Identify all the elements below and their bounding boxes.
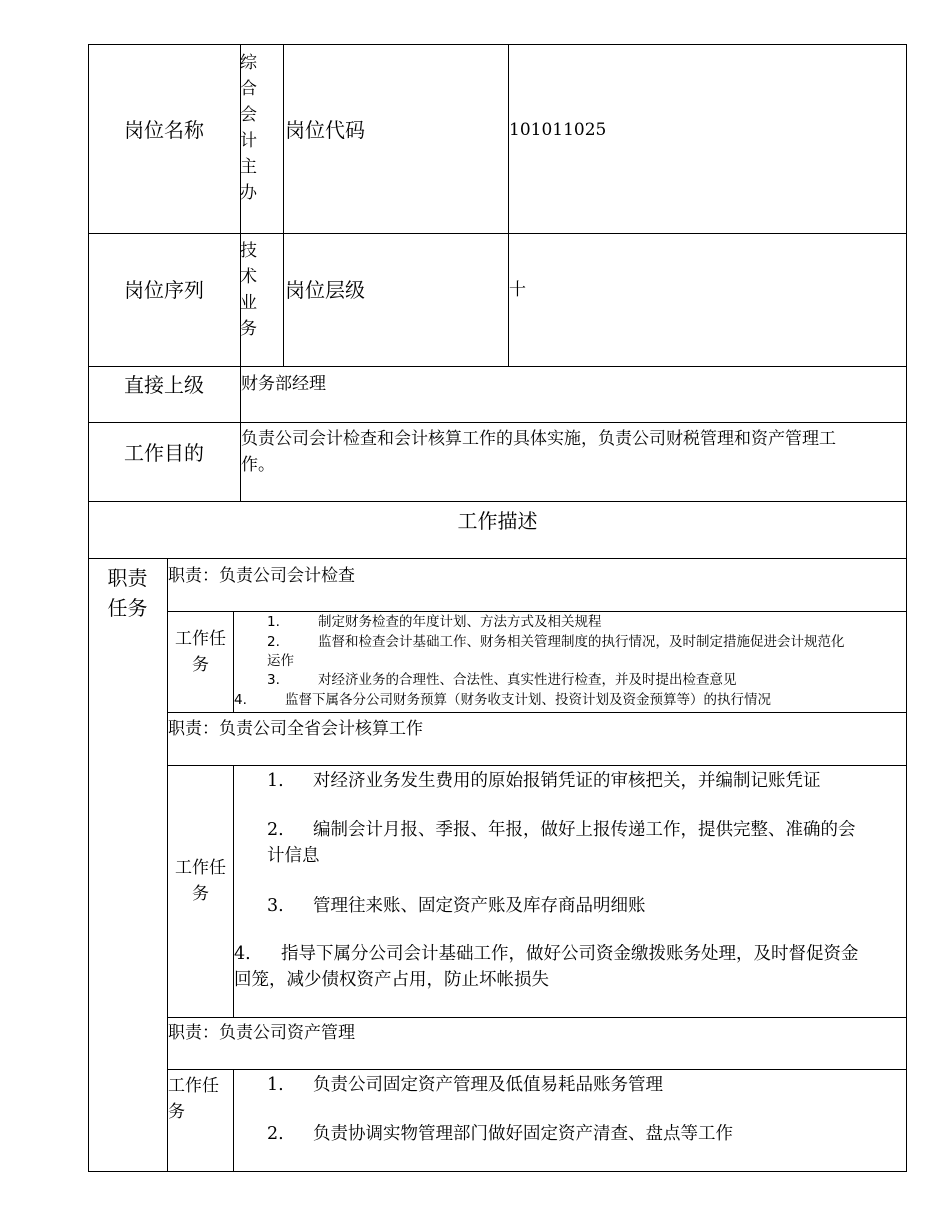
row-divider [167, 765, 907, 766]
row-divider [167, 611, 907, 612]
row-divider [88, 366, 907, 367]
purpose-value-line1: 负责公司会计检查和会计核算工作的具体实施，负责公司财税管理和资产管理工 [241, 429, 836, 449]
duty-task-label-line2: 任务 [107, 596, 148, 620]
row-divider [167, 1017, 907, 1018]
task-item [234, 941, 859, 967]
duty-title: 职责：负责公司全省会计核算工作 [168, 719, 423, 739]
task-label-line1: 工作任 [175, 858, 226, 878]
table-border-bottom [88, 1171, 907, 1172]
task-text: 监督下属各分公司财务预算（财务收支计划、投资计划及资金预算等）的执行情况 [285, 692, 771, 708]
task-number: 3. [267, 896, 284, 916]
position-name-label: 岗位名称 [124, 118, 204, 142]
row-divider [167, 712, 907, 713]
task-number: 4. [234, 692, 247, 708]
position-series-value: 技术业务 [240, 241, 257, 339]
task-text-continuation: 运作 [267, 653, 294, 669]
task-item [267, 768, 821, 794]
task-text: 对经济业务发生费用的原始报销凭证的审核把关，并编制记账凭证 [313, 771, 821, 791]
task-item [267, 1121, 733, 1147]
task-text-continuation: 计信息 [267, 846, 320, 866]
position-level-value: 十 [509, 280, 526, 300]
col-divider [508, 44, 509, 367]
position-series-label: 岗位序列 [124, 278, 204, 302]
task-number: 2. [267, 1124, 284, 1144]
row-divider [88, 501, 907, 502]
supervisor-label: 直接上级 [124, 373, 204, 397]
table-border-right [906, 44, 907, 1172]
task-text-continuation: 回笼，减少债权资产占用，防止坏帐损失 [234, 970, 549, 990]
task-number: 3. [267, 672, 280, 688]
task-number: 1. [267, 614, 280, 630]
task-text: 对经济业务的合理性、合法性、真实性进行检查，并及时提出检查意见 [318, 672, 737, 688]
row-divider [167, 1069, 907, 1070]
position-code-value: 101011025 [509, 120, 607, 140]
col-divider [283, 44, 284, 367]
position-level-label: 岗位层级 [285, 278, 365, 302]
task-item [234, 691, 771, 710]
task-text: 负责公司固定资产管理及低值易耗品账务管理 [313, 1075, 663, 1095]
task-text: 监督和检查会计基础工作、财务相关管理制度的执行情况，及时制定措施促进会计规范化 [318, 634, 845, 650]
duty-title: 职责：负责公司会计检查 [168, 566, 355, 586]
task-label-line1: 工作任 [175, 629, 226, 649]
task-item [267, 671, 737, 690]
task-text: 负责协调实物管理部门做好固定资产清查、盘点等工作 [313, 1124, 733, 1144]
task-number: 4. [234, 944, 251, 964]
task-text: 指导下属分公司会计基础工作，做好公司资金缴拨账务处理，及时督促资金 [281, 944, 859, 964]
task-item [267, 817, 856, 843]
row-divider [88, 233, 907, 234]
task-number: 1. [267, 771, 284, 791]
row-divider [88, 422, 907, 423]
task-label-line1: 工作任 [168, 1076, 219, 1096]
col-divider [233, 1069, 234, 1172]
position-name-value: 综合会计主办 [240, 53, 257, 203]
task-item [267, 633, 845, 652]
task-number: 2. [267, 634, 280, 650]
purpose-label: 工作目的 [124, 441, 204, 465]
task-text: 编制会计月报、季报、年报，做好上报传递工作，提供完整、准确的会 [313, 820, 856, 840]
task-item [267, 613, 602, 632]
task-item [267, 893, 646, 919]
task-text: 制定财务检查的年度计划、方法方式及相关规程 [318, 614, 602, 630]
duty-task-label-line1: 职责 [107, 566, 148, 590]
task-number: 1. [267, 1075, 284, 1095]
row-divider [88, 558, 907, 559]
task-item [267, 1072, 663, 1098]
task-label-line2: 务 [192, 655, 209, 675]
table-border-top [88, 44, 907, 45]
task-text: 管理往来账、固定资产账及库存商品明细账 [313, 896, 646, 916]
work-description-title: 工作描述 [457, 509, 538, 533]
purpose-value-line2: 作。 [241, 455, 275, 475]
supervisor-value: 财务部经理 [241, 374, 326, 394]
task-number: 2. [267, 820, 284, 840]
task-label-line2: 务 [168, 1102, 185, 1122]
position-code-label: 岗位代码 [285, 118, 365, 142]
duty-title: 职责：负责公司资产管理 [168, 1023, 355, 1043]
task-label-line2: 务 [192, 884, 209, 904]
